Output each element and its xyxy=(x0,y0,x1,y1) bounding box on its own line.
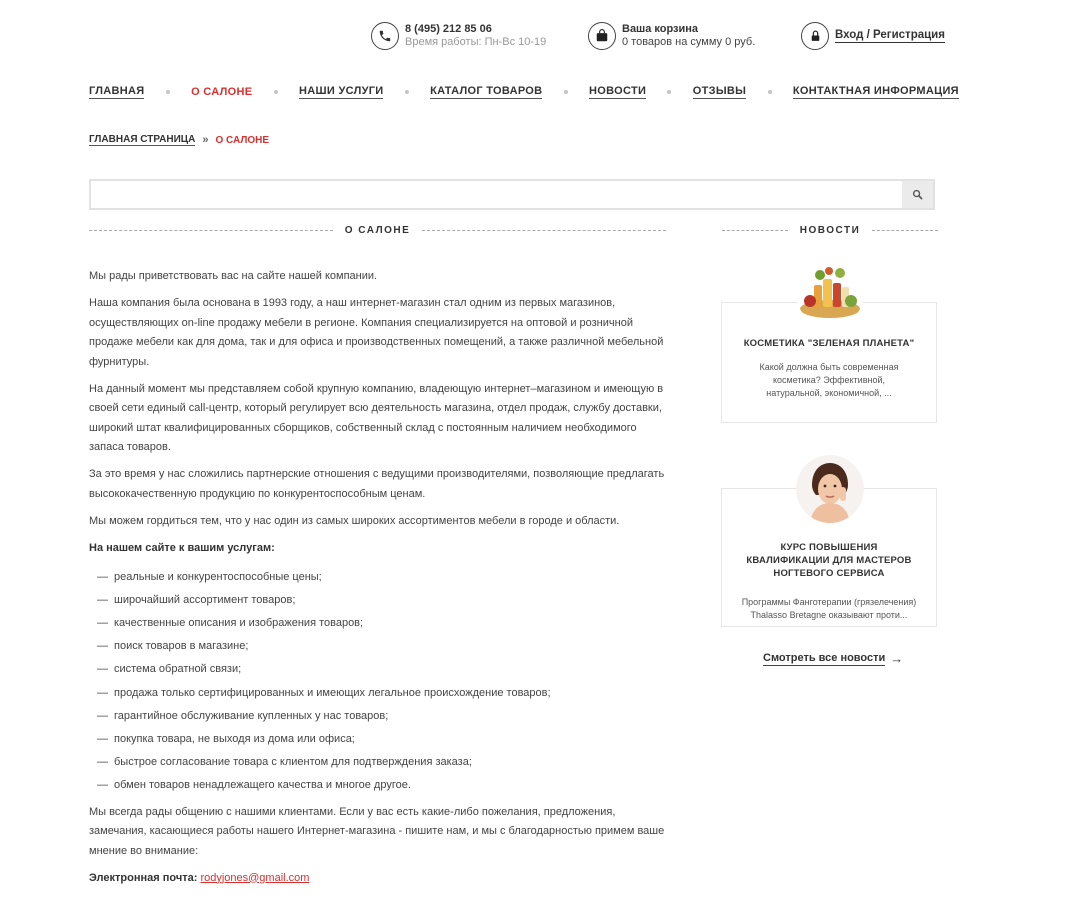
cart-title[interactable]: Ваша корзина xyxy=(622,23,699,35)
nav-separator xyxy=(768,90,772,94)
nav-item-reviews[interactable]: ОТЗЫВЫ xyxy=(692,85,747,97)
nav-separator xyxy=(274,90,278,94)
nav-item-about[interactable]: О САЛОНЕ xyxy=(191,85,253,98)
news-section-heading xyxy=(722,225,938,236)
all-news xyxy=(763,651,903,666)
about-content xyxy=(89,267,669,896)
breadcrumb-separator: » xyxy=(202,134,209,146)
news-title[interactable]: КОСМЕТИКА "ЗЕЛЕНАЯ ПЛАНЕТА" xyxy=(743,338,915,349)
list-item: — система обратной связи; xyxy=(97,663,242,676)
list-item: — обмен товаров ненадлежащего качества и многое другое. xyxy=(97,779,411,792)
about-section-heading xyxy=(89,225,666,236)
cart-bag-icon[interactable] xyxy=(588,22,616,50)
main-nav xyxy=(89,85,959,99)
email-line xyxy=(89,869,669,889)
list-item: — быстрое согласование товара с клиентом для подтверждения заказа; xyxy=(97,756,472,769)
list-item: — широчайший ассортимент товаров; xyxy=(97,593,296,606)
company-paragraph: На данный момент мы представляем собой крупную компанию, владеющую интернет–магазином и имеющую в своей сети единый call-центр, который регулирует всю деятельность магазина, отдел продаж, службу доставки, широкий штат квалифицированных сборщиков, собственный склад с постоянным наличием необходимого запаса товаров. xyxy=(89,382,664,453)
partners-paragraph: За это время у нас сложились партнерские отношения с ведущими производителями, позволяющие предлагать высококачественную продукцию по конкурентоспособным ценам. xyxy=(89,468,665,500)
list-item: — качественные описания и изображения товаров; xyxy=(97,616,364,629)
news-description: Какой должна быть современная косметика? Эффективной, натуральной, экономичной, ... xyxy=(759,362,899,398)
lock-icon xyxy=(801,22,829,50)
services-list xyxy=(97,566,669,798)
email-link[interactable]: rodyjones@gmail.com xyxy=(200,871,310,884)
breadcrumb xyxy=(89,134,269,146)
list-item: — поиск товаров в магазине; xyxy=(97,640,249,653)
all-news-link[interactable]: Смотреть все новости xyxy=(763,651,886,664)
search-input[interactable] xyxy=(91,181,902,208)
nav-item-services[interactable]: НАШИ УСЛУГИ xyxy=(299,85,384,97)
work-hours: Время работы: Пн-Вс 10-19 xyxy=(405,36,547,48)
news-image-course[interactable] xyxy=(796,455,864,523)
news-description: Программы Фанготерапии (грязелечения) Thalasso Bretagne оказывают проти... xyxy=(741,597,917,620)
search-bar xyxy=(89,179,935,210)
nav-item-contacts[interactable]: КОНТАКТНАЯ ИНФОРМАЦИЯ xyxy=(792,85,959,97)
news-heading-title: НОВОСТИ xyxy=(799,225,861,236)
arrow-right-icon[interactable]: → xyxy=(890,651,904,666)
nav-separator xyxy=(166,90,170,94)
feedback-paragraph: Мы всегда рады общению с нашими клиентами. Если у вас есть какие-либо пожелания, предложения, замечания, касающиеся работы нашего Интернет-магазина - пишите нам, и мы с благодарностью примем ваше мнение во внимание: xyxy=(89,805,665,857)
nav-item-catalog[interactable]: КАТАЛОГ ТОВАРОВ xyxy=(430,85,543,97)
login-block xyxy=(801,22,945,50)
nav-separator xyxy=(405,90,409,94)
list-item: — реальные и конкурентоспособные цены; xyxy=(97,570,322,583)
phone-number: 8 (495) 212 85 06 xyxy=(405,23,492,35)
news-title[interactable]: КУРС ПОВЫШЕНИЯ КВАЛИФИКАЦИИ ДЛЯ МАСТЕРОВ НОГТЕВОГО СЕРВИСА xyxy=(746,542,912,579)
phone-block xyxy=(371,22,546,50)
email-label: Электронная почта: xyxy=(89,871,198,884)
assortment-paragraph: Мы можем гордиться тем, что у нас один из самых широких ассортиментов мебели в городе и области. xyxy=(89,514,620,527)
top-header xyxy=(0,22,1087,54)
nav-item-home[interactable]: ГЛАВНАЯ xyxy=(89,85,145,97)
search-button[interactable] xyxy=(902,181,933,208)
login-register-link[interactable]: Вход / Регистрация xyxy=(835,29,945,41)
news-image-cosmetics[interactable] xyxy=(796,259,864,327)
list-item: — продажа только сертифицированных и имеющих легальное происхождение товаров; xyxy=(97,686,551,699)
search-icon xyxy=(912,189,923,200)
phone-icon xyxy=(371,22,399,50)
list-item: — покупка товара, не выходя из дома или офиса; xyxy=(97,732,355,745)
history-paragraph: Наша компания была основана в 1993 году, а наш интернет-магазин стал одним из первых магазинов, осуществляющих on-line продажу мебели в регионе. Компания специализируется на оптовой и розничной продаже мебели как для дома, так и для офиса и производственных помещений, а также различной мебельной фурнитуры. xyxy=(89,297,664,368)
nav-item-news[interactable]: НОВОСТИ xyxy=(589,85,647,97)
nav-separator xyxy=(667,90,671,94)
cart-block[interactable] xyxy=(588,22,755,50)
cart-summary: 0 товаров на сумму 0 руб. xyxy=(622,36,756,48)
intro-paragraph: Мы рады приветствовать вас на сайте нашей компании. xyxy=(89,270,378,282)
services-heading: На нашем сайте к вашим услугам: xyxy=(89,541,275,554)
nav-separator xyxy=(564,90,568,94)
breadcrumb-current: О САЛОНЕ xyxy=(215,134,270,146)
about-heading-title: О САЛОНЕ xyxy=(344,225,411,236)
breadcrumb-home-link[interactable]: ГЛАВНАЯ СТРАНИЦА xyxy=(89,134,196,145)
list-item: — гарантийное обслуживание купленных у нас товаров; xyxy=(97,709,389,722)
